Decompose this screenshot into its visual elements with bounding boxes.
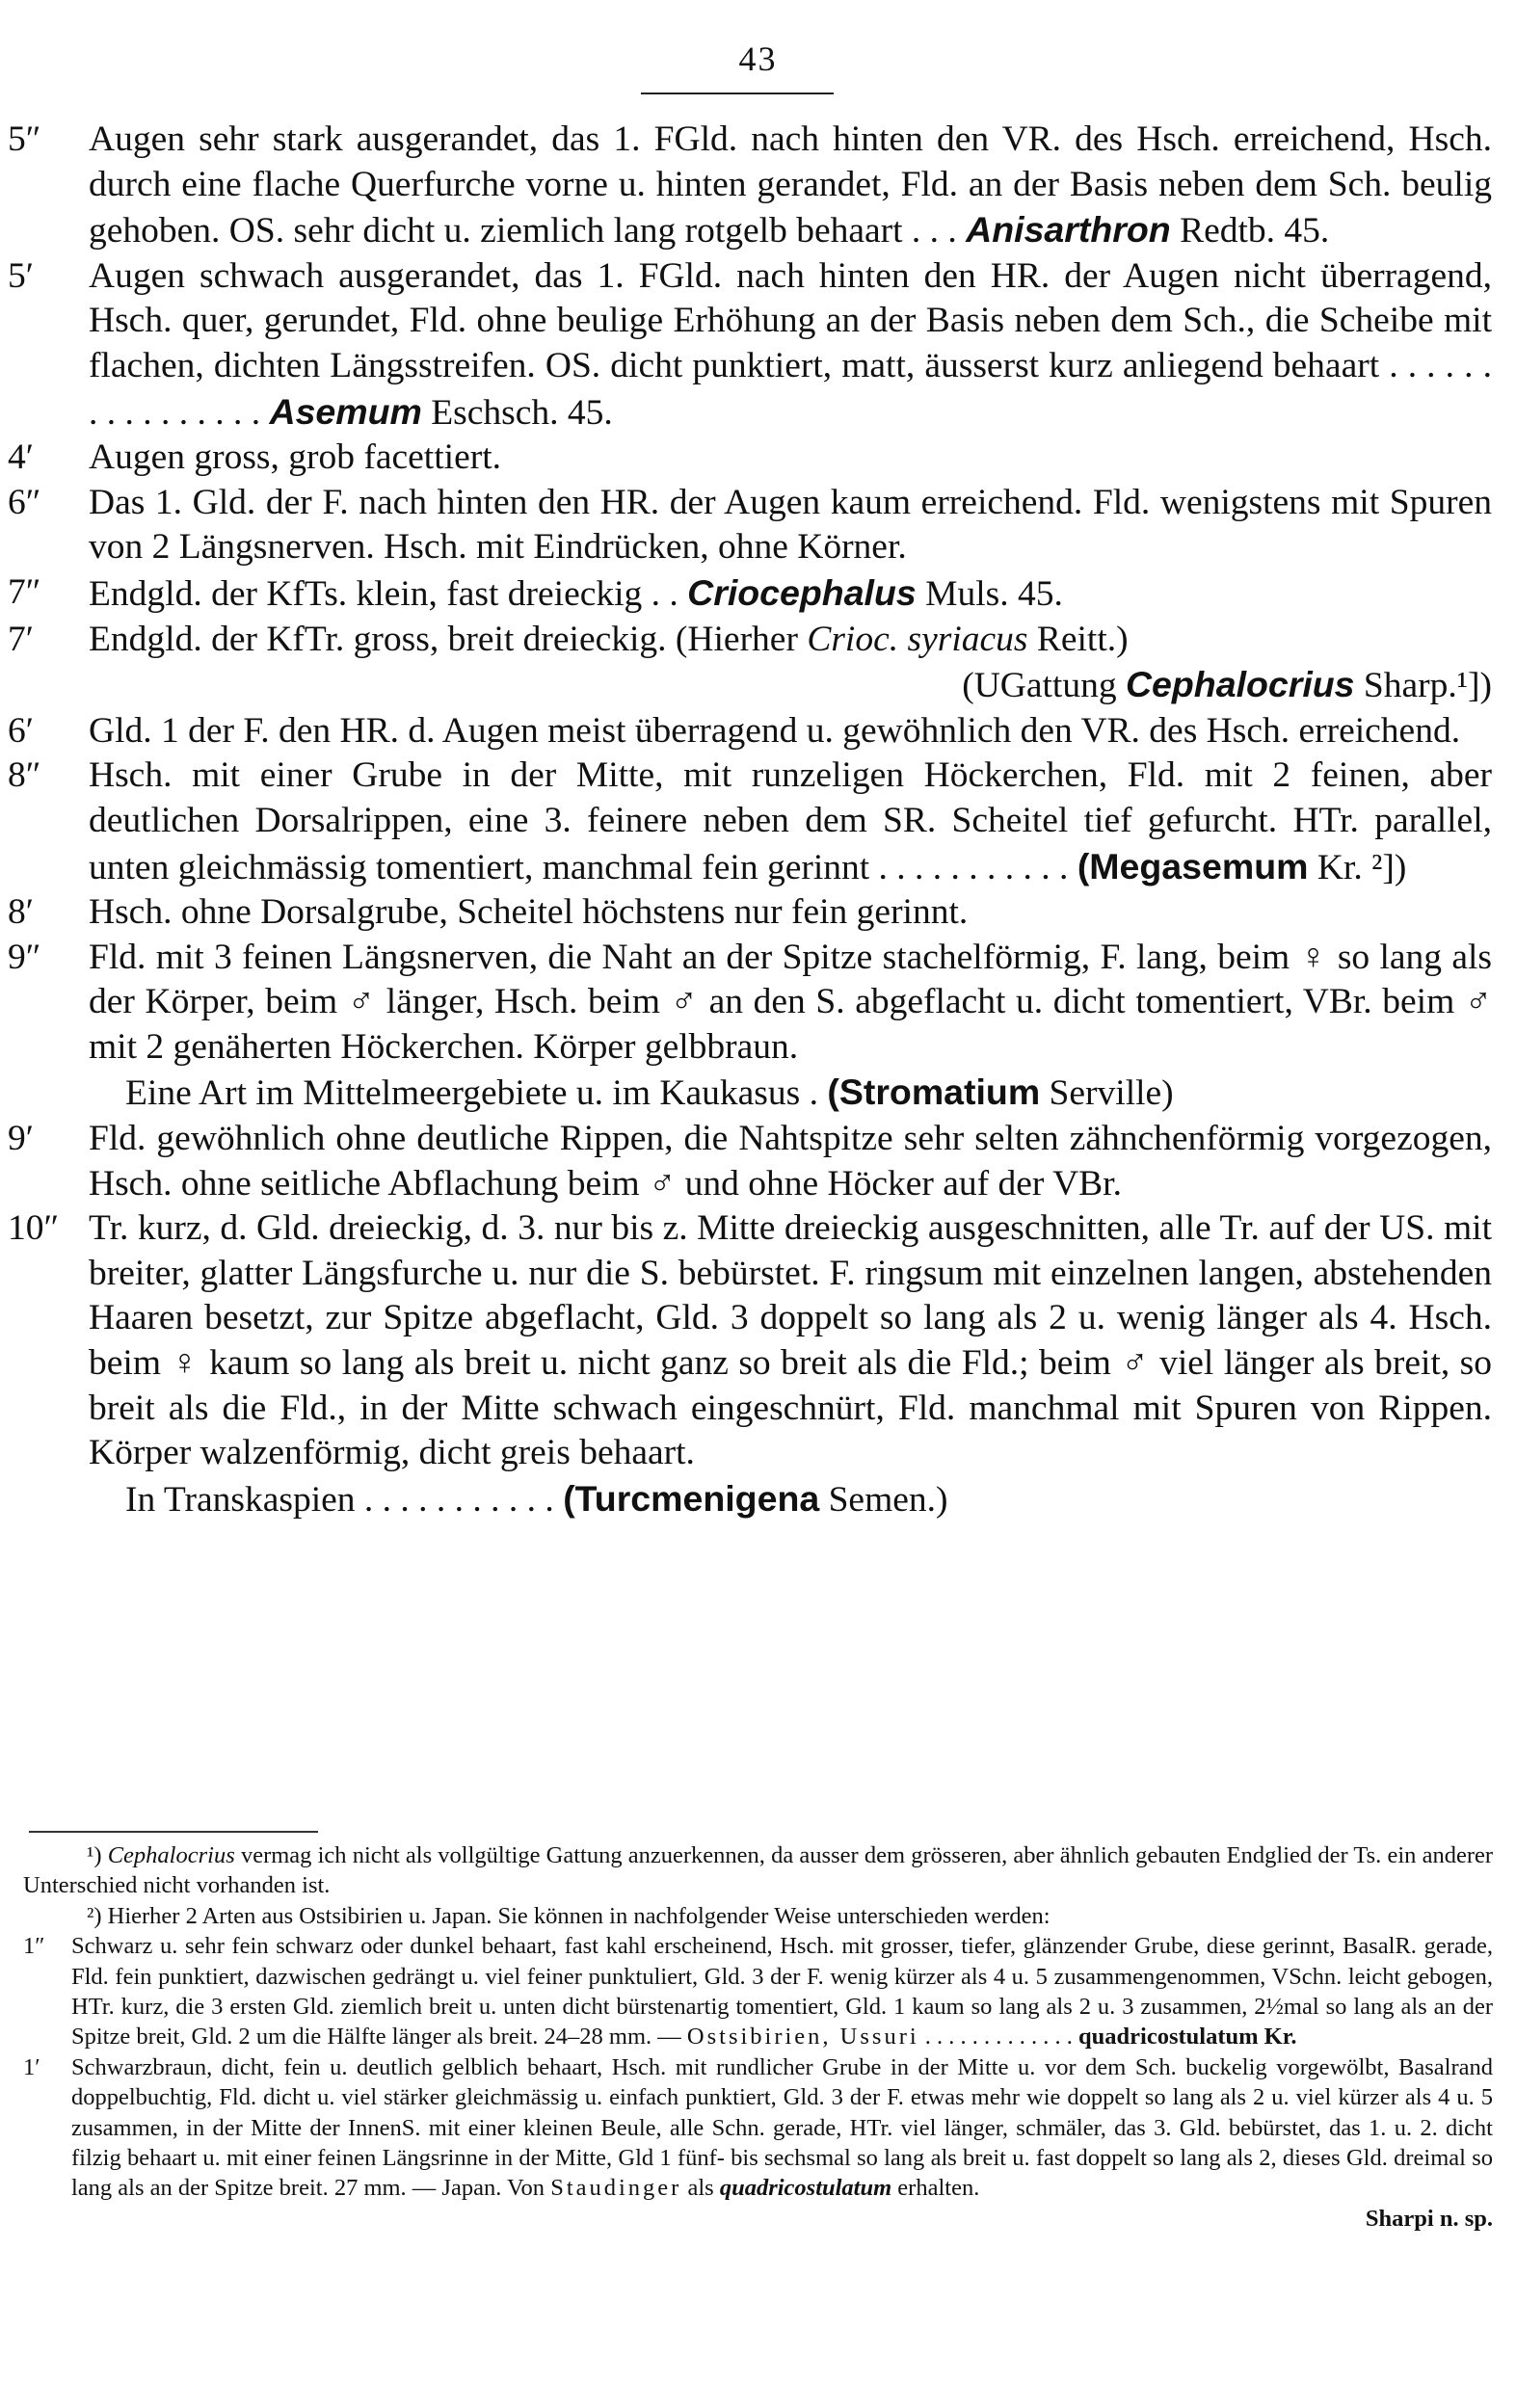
genus-name: (Megasemum: [1077, 845, 1309, 886]
footnote-rule: [29, 1831, 318, 1833]
footnote-text: als: [687, 2175, 714, 2202]
page-number: 43: [738, 40, 778, 78]
key-label: 7′: [8, 619, 34, 659]
key-text: Fld. gewöhnlich ohne deutliche Rippen, die Nahtspitze sehr selten zähnchenförmig vorgezogen, Hsch. ohne seitliche Abflachung beim ♂ und ohne Höcker auf der VBr.: [89, 1119, 1492, 1204]
key-label: 5″: [8, 119, 41, 159]
key-text: Hsch. mit einer Grube in der Mitte, mit runzeligen Höckerchen, Fld. mit 2 feinen, aber deutlichen Dorsalrippen, eine 3. feinere neben dem SR. Scheitel tief gefurcht. HTr. parallel, unten gleichmässig tomentiert, manchmal fein gerinnt . . . . . . . . . . .: [89, 755, 1492, 887]
species-name: quadricostulatum: [719, 2175, 892, 2202]
key-text: Endgld. der KfTr. gross, breit dreieckig. (Hierher: [89, 619, 798, 659]
key-entry: [8, 1206, 1492, 1476]
key-entry: [8, 254, 1492, 436]
key-entry: [8, 481, 1492, 570]
genus-name: Criocephalus: [687, 571, 917, 613]
footnote-key-label: 1″: [23, 1933, 45, 1960]
subgenus-prefix: (UGattung: [962, 666, 1117, 706]
key-label: 8′: [8, 892, 34, 933]
genus-author: Kr. ²]): [1317, 847, 1407, 887]
collector-name: Staudinger: [550, 2175, 682, 2202]
footnote-key-entry: [23, 2052, 1493, 2234]
footnote-text: Schwarz u. sehr fein schwarz oder dunkel behaart, fast kahl erscheinend, Hsch. mit grosser, tiefer, glänzender Grube, diese gerinnt, BasalR. gerade, Fld. fein punktiert, dazwischen gedrängt u. viel feiner punktuliert, Gld. 3 der F. wenig kürzer als 4 u. 5 zusammengenommen, VSchn. leicht gebogen, HTr. kurz, die 3 ersten Gld. ziemlich breit u. unten dicht bürstenartig tomentiert, Gld. 1 kaum so lang als 2 u. 3 zusammen, 2½mal so lang als an der Spitze breit, Gld. 2 um die Hälfte länger als breit. 24–28 mm. —: [71, 1933, 1493, 2051]
key-entry: [8, 754, 1492, 890]
key-text: In Transkaspien . . . . . . . . . . .: [125, 1479, 554, 1520]
key-label: 7″: [8, 571, 41, 612]
key-text: Tr. kurz, d. Gld. dreieckig, d. 3. nur bis z. Mitte dreieckig ausgeschnitten, alle Tr. auf der US. mit breiter, glatter Längsfurche u. nur die S. bebürstet. F. ringsum mit einzelnen langen, abstehenden Haaren besetzt, zur Spitze abgeflacht, Gld. 3 doppelt so lang als 2 u. wenig länger als 4. Hsch. beim ♀ kaum so lang als breit u. nicht ganz so breit als die Fld.; beim ♂ viel länger als breit, so breit als die Fld., in der Mitte schwach eingeschnürt, Fld. manchmal mit Spuren von Rippen. Körper walzenförmig, dicht greis behaart.: [89, 1208, 1492, 1473]
key-label: 6′: [8, 710, 34, 751]
subgenus-name: Cephalocrius: [1125, 664, 1355, 705]
species-author: Reitt.): [1036, 619, 1129, 659]
key-entry: [8, 890, 1492, 936]
footnote-label: ²): [87, 1902, 102, 1929]
footnote-label: ¹): [87, 1842, 102, 1868]
key-entry: [8, 118, 1492, 254]
key-text: Eine Art im Mittelmeergebiete u. im Kaukasus .: [125, 1073, 818, 1114]
key-text: Gld. 1 der F. den HR. d. Augen meist überragend u. gewöhnlich den VR. des Hsch. erreichend.: [89, 710, 1461, 751]
genus-author: Semen.): [828, 1479, 948, 1520]
footnote: [23, 1840, 1493, 1901]
genus-name: (Stromatium: [827, 1072, 1041, 1113]
genus-author: Serville): [1049, 1073, 1174, 1114]
key-entry: [8, 936, 1492, 1071]
genus-author: Eschsch. 45.: [431, 392, 613, 433]
genus-name: Anisarthron: [966, 209, 1171, 251]
footnote-text: erhalten.: [897, 2175, 980, 2202]
identification-key: [8, 118, 1492, 1522]
key-label: 10″: [8, 1208, 60, 1249]
subgenus-author: Sharp.¹]): [1363, 666, 1492, 706]
footnote-text: Hierher 2 Arten aus Ostsibirien u. Japan. Sie können in nachfolgender Weise unterschieden werden:: [107, 1902, 1051, 1929]
key-entry: [8, 436, 1492, 481]
species-name: quadricostulatum: [1078, 2024, 1259, 2051]
genus-name: (Turcmenigena: [563, 1477, 820, 1519]
key-entry: [8, 709, 1492, 754]
leader-dots: . . . . . . . . . . . . .: [924, 2024, 1073, 2051]
key-entry: [8, 1476, 1492, 1523]
key-label: 6″: [8, 482, 41, 522]
key-text: Hsch. ohne Dorsalgrube, Scheitel höchstens nur fein gerinnt.: [89, 892, 969, 933]
species-name: Crioc. syriacus: [807, 619, 1028, 659]
new-species-name: Sharpi n. sp.: [1365, 2205, 1493, 2232]
key-label: 8″: [8, 755, 41, 796]
key-entry: [8, 570, 1492, 618]
footnote-genus: Cephalocrius: [107, 1842, 235, 1868]
genus-author: Muls. 45.: [925, 573, 1063, 614]
genus-author: Redtb. 45.: [1180, 211, 1330, 251]
footnote-text: Schwarzbraun, dicht, fein u. deutlich gelblich behaart, Hsch. mit rundlicher Grube in der Mitte u. vor dem Sch. buckelig vorgewölbt, Basalrand doppelbuchtig, Fld. dicht u. viel stärker gleichmässig u. einfach punktiert, Gld. 3 der F. etwas mehr wie doppelt so lang als 2 u. viel kürzer als 4 u. 5 zusammen, in der Mitte der InnenS. mit einer kleinen Beule, alle Schn. gerade, HTr. viel länger, schmäler, das 3. Gld. bebürstet, das 1. u. 2. dicht filzig behaart u. mit einer feinen Längsrinne in der Mitte, Gld 1 fünf- bis sechsmal so lang als breit u. fast doppelt so lang als 2, dieses Gld. dreimal so lang als an der Spitze breit. 27 mm. — Japan. Von: [71, 2053, 1493, 2202]
footnote-text: vermag ich nicht als vollgültige Gattung anzuerkennen, da ausser dem grösseren, aber ähnlich gebauten Endglied der Ts. ein anderer Unterschied nicht vorhanden ist.: [23, 1842, 1494, 1899]
locality: Ostsibirien, Ussuri: [686, 2024, 919, 2051]
key-entry: [8, 1070, 1492, 1117]
key-entry: [8, 1117, 1492, 1206]
key-label: 4′: [8, 437, 34, 478]
key-text: Augen schwach ausgerandet, das 1. FGld. nach hinten den HR. der Augen nicht überragend, Hsch. quer, gerundet, Fld. ohne beulige Erhöhung an der Basis neben dem Sch., die Scheibe mit flachen, dichten Längsstreifen. OS. dicht punktiert, matt, äusserst kurz anliegend behaart . . . . . . . . . . . . . . . .: [89, 255, 1492, 433]
key-entry: [8, 618, 1492, 709]
key-text: Endgld. der KfTs. klein, fast dreieckig . .: [89, 573, 678, 614]
genus-name: Asemum: [269, 390, 422, 432]
species-author: Kr.: [1263, 2024, 1297, 2051]
key-label: 5′: [8, 255, 34, 296]
key-text: Augen gross, grob facettiert.: [89, 437, 501, 478]
header-rule: [641, 93, 834, 94]
footnote: [23, 1901, 1493, 1931]
key-label: 9″: [8, 937, 41, 977]
key-text: Augen sehr stark ausgerandet, das 1. FGld. nach hinten den VR. des Hsch. erreichend, Hsch. durch eine flache Querfurche vorne u. hinten gerandet, Fld. an der Basis neben dem Sch. beulig gehoben. OS. sehr dicht u. ziemlich lang rotgelb behaart . . .: [89, 119, 1492, 251]
footnote-key-label: 1′: [23, 2053, 40, 2080]
key-text: Das 1. Gld. der F. nach hinten den HR. der Augen kaum erreichend. Fld. wenigstens mit Spuren von 2 Längsnerven. Hsch. mit Eindrücken, ohne Körner.: [89, 482, 1492, 568]
footnotes: [23, 1840, 1493, 2234]
key-label: 9′: [8, 1119, 34, 1159]
key-text: Fld. mit 3 feinen Längsnerven, die Naht an der Spitze stachelförmig, F. lang, beim ♀ so lang als der Körper, beim ♂ länger, Hsch. beim ♂ an den S. abgeflacht u. dicht tomentiert, VBr. beim ♂ mit 2 genäherten Höckerchen. Körper gelbbraun.: [89, 937, 1492, 1067]
footnote-key-entry: [23, 1931, 1493, 2052]
